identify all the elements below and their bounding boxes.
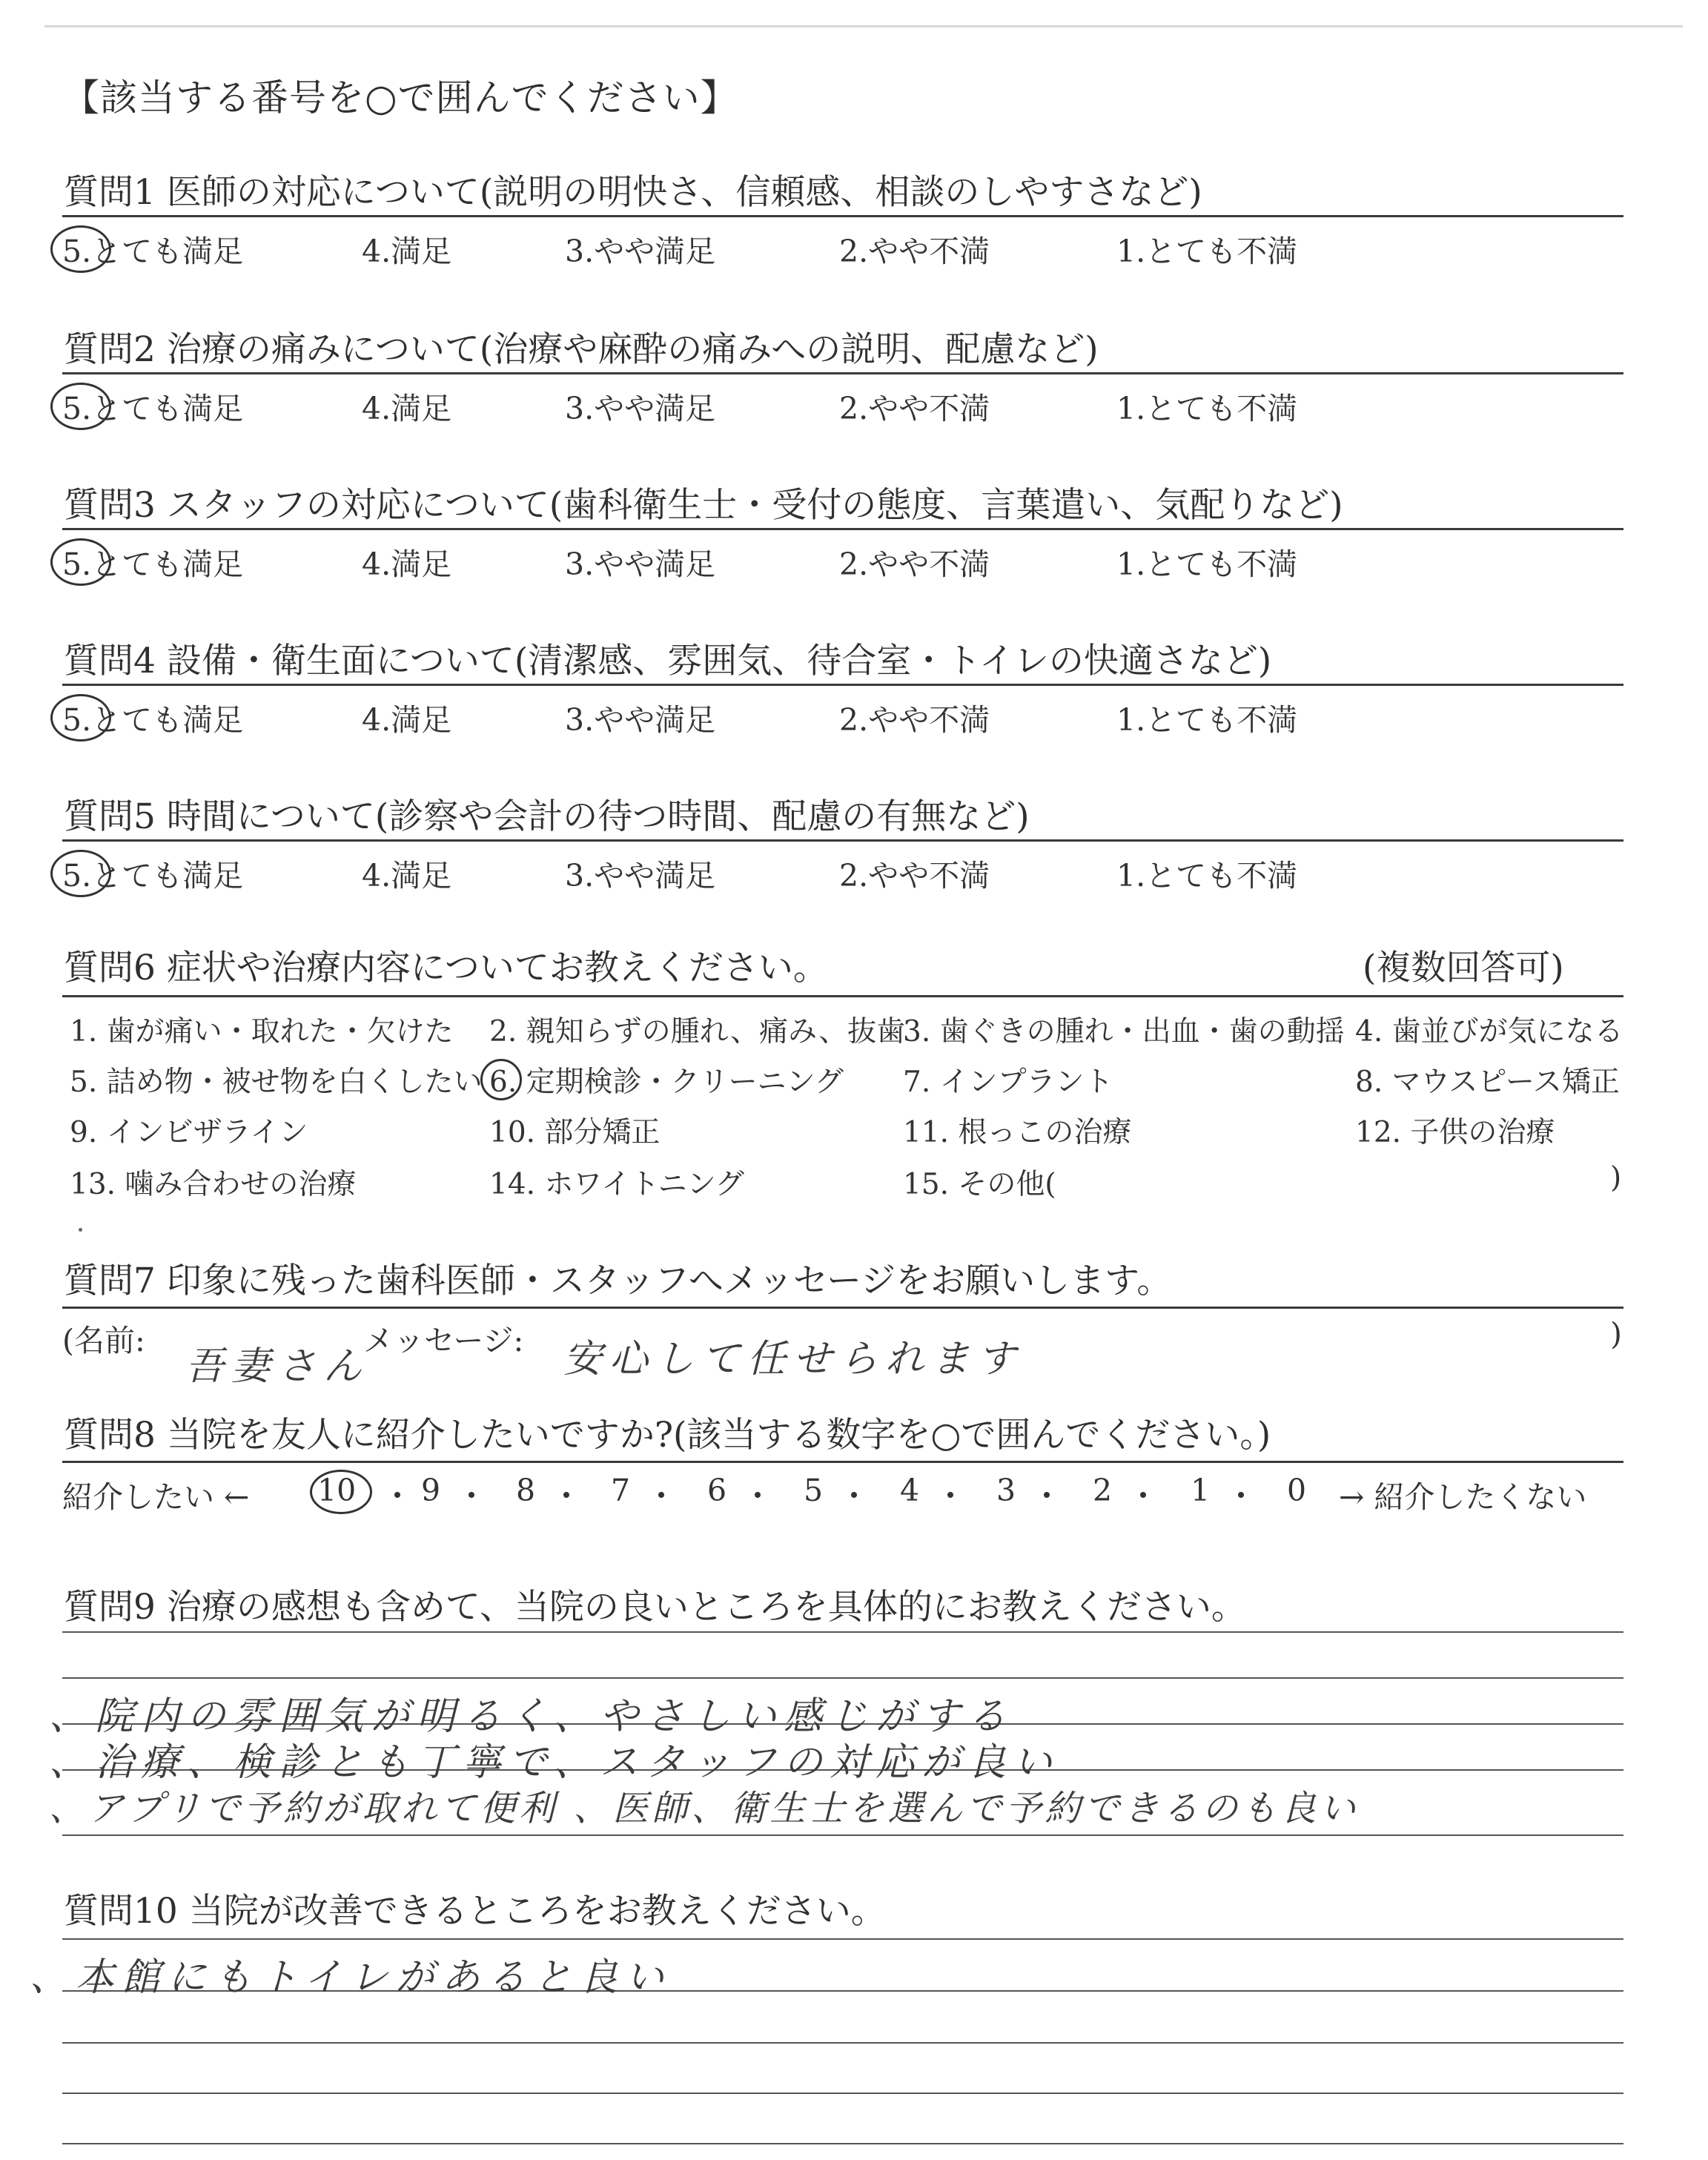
q8-left-label: 紹介したい ← xyxy=(62,1479,250,1515)
q5-option-4: 4.満足 xyxy=(362,858,452,894)
q8-scale-dot xyxy=(851,1492,857,1498)
q9-line-2 xyxy=(62,1677,1623,1679)
q7-message-value: 安心して任せられます xyxy=(563,1337,1024,1381)
q6-option-10: 10. 部分矯正 xyxy=(489,1116,661,1149)
q1-option-1: 1.とても不満 xyxy=(1116,234,1298,269)
q3-selection-circle xyxy=(50,538,111,586)
q4-selection-circle xyxy=(50,694,111,742)
q8-scale-dot xyxy=(1238,1492,1244,1498)
q8-scale-0: 0 xyxy=(1287,1473,1307,1508)
q8-scale-dot xyxy=(563,1492,569,1498)
q9-line-5 xyxy=(62,1834,1623,1836)
q1-rule xyxy=(62,215,1623,217)
q6-option-13: 13. 噛み合わせの治療 xyxy=(70,1168,357,1201)
q9-line-1 xyxy=(62,1631,1623,1633)
q6-option-6: 6. 定期検診・クリーニング xyxy=(489,1066,844,1099)
q8-title: 質問8 当院を友人に紹介したいですか?(該当する数字を○で囲んでください。) xyxy=(64,1415,1271,1456)
q2-option-5: 5.とても満足 xyxy=(62,391,244,426)
q6-option-7: 7. インプラント xyxy=(903,1066,1113,1099)
q1-option-3: 3.やや満足 xyxy=(565,234,716,269)
q2-option-1: 1.とても不満 xyxy=(1116,391,1298,426)
q6-option-9: 9. インビザライン xyxy=(70,1116,308,1149)
q8-scale-9: 9 xyxy=(421,1473,441,1508)
q8-rule xyxy=(62,1461,1623,1463)
q8-scale-4: 4 xyxy=(900,1473,920,1508)
q4-rule xyxy=(62,684,1623,686)
q3-option-2: 2.やや不満 xyxy=(839,546,990,582)
q8-scale-10: 10 xyxy=(317,1473,357,1508)
q4-option-3: 3.やや満足 xyxy=(565,702,716,738)
q6-option-5: 5. 詰め物・被せ物を白くしたい xyxy=(70,1066,483,1099)
q1-title: 質問1 医師の対応について(説明の明快さ、信頼感、相談のしやすさなど) xyxy=(64,172,1202,213)
q2-selection-circle xyxy=(50,383,111,430)
q8-right-label: → 紹介したくない xyxy=(1339,1479,1587,1515)
q6-option-3: 3. 歯ぐきの腫れ・出血・歯の動揺 xyxy=(903,1015,1345,1048)
q8-scale-dot xyxy=(755,1492,761,1498)
q4-option-1: 1.とても不満 xyxy=(1116,702,1298,738)
q8-scale-3: 3 xyxy=(996,1473,1016,1508)
q6-option-2: 2. 親知らずの腫れ、痛み、抜歯 xyxy=(489,1015,906,1048)
q5-title: 質問5 時間について(診察や会計の待つ時間、配慮の有無など) xyxy=(64,796,1030,837)
q4-title: 質問4 設備・衛生面について(清潔感、雰囲気、待合室・トイレの快適さなど) xyxy=(64,641,1272,681)
q2-option-4: 4.満足 xyxy=(362,391,452,426)
q2-title: 質問2 治療の痛みについて(治療や麻酔の痛みへの説明、配慮など) xyxy=(64,329,1099,370)
q8-scale-dot xyxy=(1140,1492,1146,1498)
q5-option-2: 2.やや不満 xyxy=(839,858,990,894)
q8-scale-2: 2 xyxy=(1093,1473,1113,1508)
q2-option-2: 2.やや不満 xyxy=(839,391,990,426)
q5-rule xyxy=(62,839,1623,842)
q6-option-8: 8. マウスピース矯正 xyxy=(1355,1066,1620,1099)
q6-option-12: 12. 子供の治療 xyxy=(1355,1116,1555,1149)
q8-scale-dot xyxy=(469,1492,474,1498)
q10-title: 質問10 当院が改善できるところをお教えください。 xyxy=(64,1891,886,1932)
q1-selection-circle xyxy=(50,225,111,273)
q5-option-3: 3.やや満足 xyxy=(565,858,716,894)
q6-option-15: 15. その他( xyxy=(903,1168,1056,1201)
q1-option-5: 5.とても満足 xyxy=(62,234,244,269)
q8-scale-8: 8 xyxy=(516,1473,536,1508)
q9-answer-2: 、治療、検診とも丁寧で、スタッフの対応が良い xyxy=(49,1740,1059,1785)
q3-rule xyxy=(62,528,1623,530)
q6-option-16: ) xyxy=(1610,1161,1622,1195)
q8-scale-1: 1 xyxy=(1191,1473,1211,1508)
q10-line-4 xyxy=(62,2093,1623,2094)
q4-option-2: 2.やや不満 xyxy=(839,702,990,738)
q4-option-5: 5.とても満足 xyxy=(62,702,244,738)
q5-option-5: 5.とても満足 xyxy=(62,858,244,894)
q3-option-5: 5.とても満足 xyxy=(62,546,244,582)
q8-selection-circle xyxy=(310,1470,372,1514)
q7-close: ) xyxy=(1610,1316,1622,1352)
q10-line-5 xyxy=(62,2143,1623,2144)
q5-selection-circle xyxy=(50,850,111,897)
q8-scale-7: 7 xyxy=(611,1473,631,1508)
q3-title: 質問3 スタッフの対応について(歯科衛生士・受付の態度、言葉遣い、気配りなど) xyxy=(64,485,1343,526)
q3-option-1: 1.とても不満 xyxy=(1116,546,1298,582)
q6-note: (複数回答可) xyxy=(1363,948,1564,988)
q6-title: 質問6 症状や治療内容についてお教えください。 xyxy=(64,948,828,988)
q6-option-4: 4. 歯並びが気になる xyxy=(1355,1015,1623,1048)
q10-line-1 xyxy=(62,1938,1623,1940)
q6-selection-circle xyxy=(480,1059,522,1100)
q3-option-3: 3.やや満足 xyxy=(565,546,716,582)
q7-title: 質問7 印象に残った歯科医師・スタッフへメッセージをお願いします。 xyxy=(64,1261,1172,1301)
q4-option-4: 4.満足 xyxy=(362,702,452,738)
q6-option-1: 1. 歯が痛い・取れた・欠けた xyxy=(70,1015,454,1048)
q7-message-label: メッセージ: xyxy=(363,1323,524,1358)
q6-option-11: 11. 根っこの治療 xyxy=(903,1116,1132,1149)
q6-option-14: 14. ホワイトニング xyxy=(489,1168,744,1201)
q8-scale-6: 6 xyxy=(707,1473,727,1508)
q5-option-1: 1.とても不満 xyxy=(1116,858,1298,894)
q9-title: 質問9 治療の感想も含めて、当院の良いところを具体的にお教えください。 xyxy=(64,1587,1246,1628)
q9-answer-1: 、院内の雰囲気が明るく、やさしい感じがする xyxy=(49,1694,1013,1739)
q2-rule xyxy=(62,372,1623,374)
q3-option-4: 4.満足 xyxy=(362,546,452,582)
q1-option-2: 2.やや不満 xyxy=(839,234,990,269)
stray-dot xyxy=(79,1228,82,1232)
q1-option-4: 4.満足 xyxy=(362,234,452,269)
q8-scale-dot xyxy=(947,1492,953,1498)
q6-rule xyxy=(62,995,1623,997)
q10-answer-1: 、本館にもトイレがあると良い xyxy=(30,1955,672,2000)
q7-rule xyxy=(62,1307,1623,1309)
top-border xyxy=(44,25,1683,27)
q7-name-value: 吾妻さん xyxy=(185,1344,370,1389)
q8-scale-dot xyxy=(394,1492,400,1498)
q8-scale-dot xyxy=(1044,1492,1050,1498)
q7-name-label: (名前: xyxy=(62,1323,145,1358)
q8-scale-5: 5 xyxy=(804,1473,824,1508)
q10-line-3 xyxy=(62,2042,1623,2044)
q9-answer-3: 、アプリで予約が取れて便利 、医師、衛生士を選んで予約できるのも良い xyxy=(49,1788,1360,1829)
q8-scale-dot xyxy=(658,1492,664,1498)
form-heading: 【該当する番号を○で囲んでください】 xyxy=(62,76,738,119)
q2-option-3: 3.やや満足 xyxy=(565,391,716,426)
